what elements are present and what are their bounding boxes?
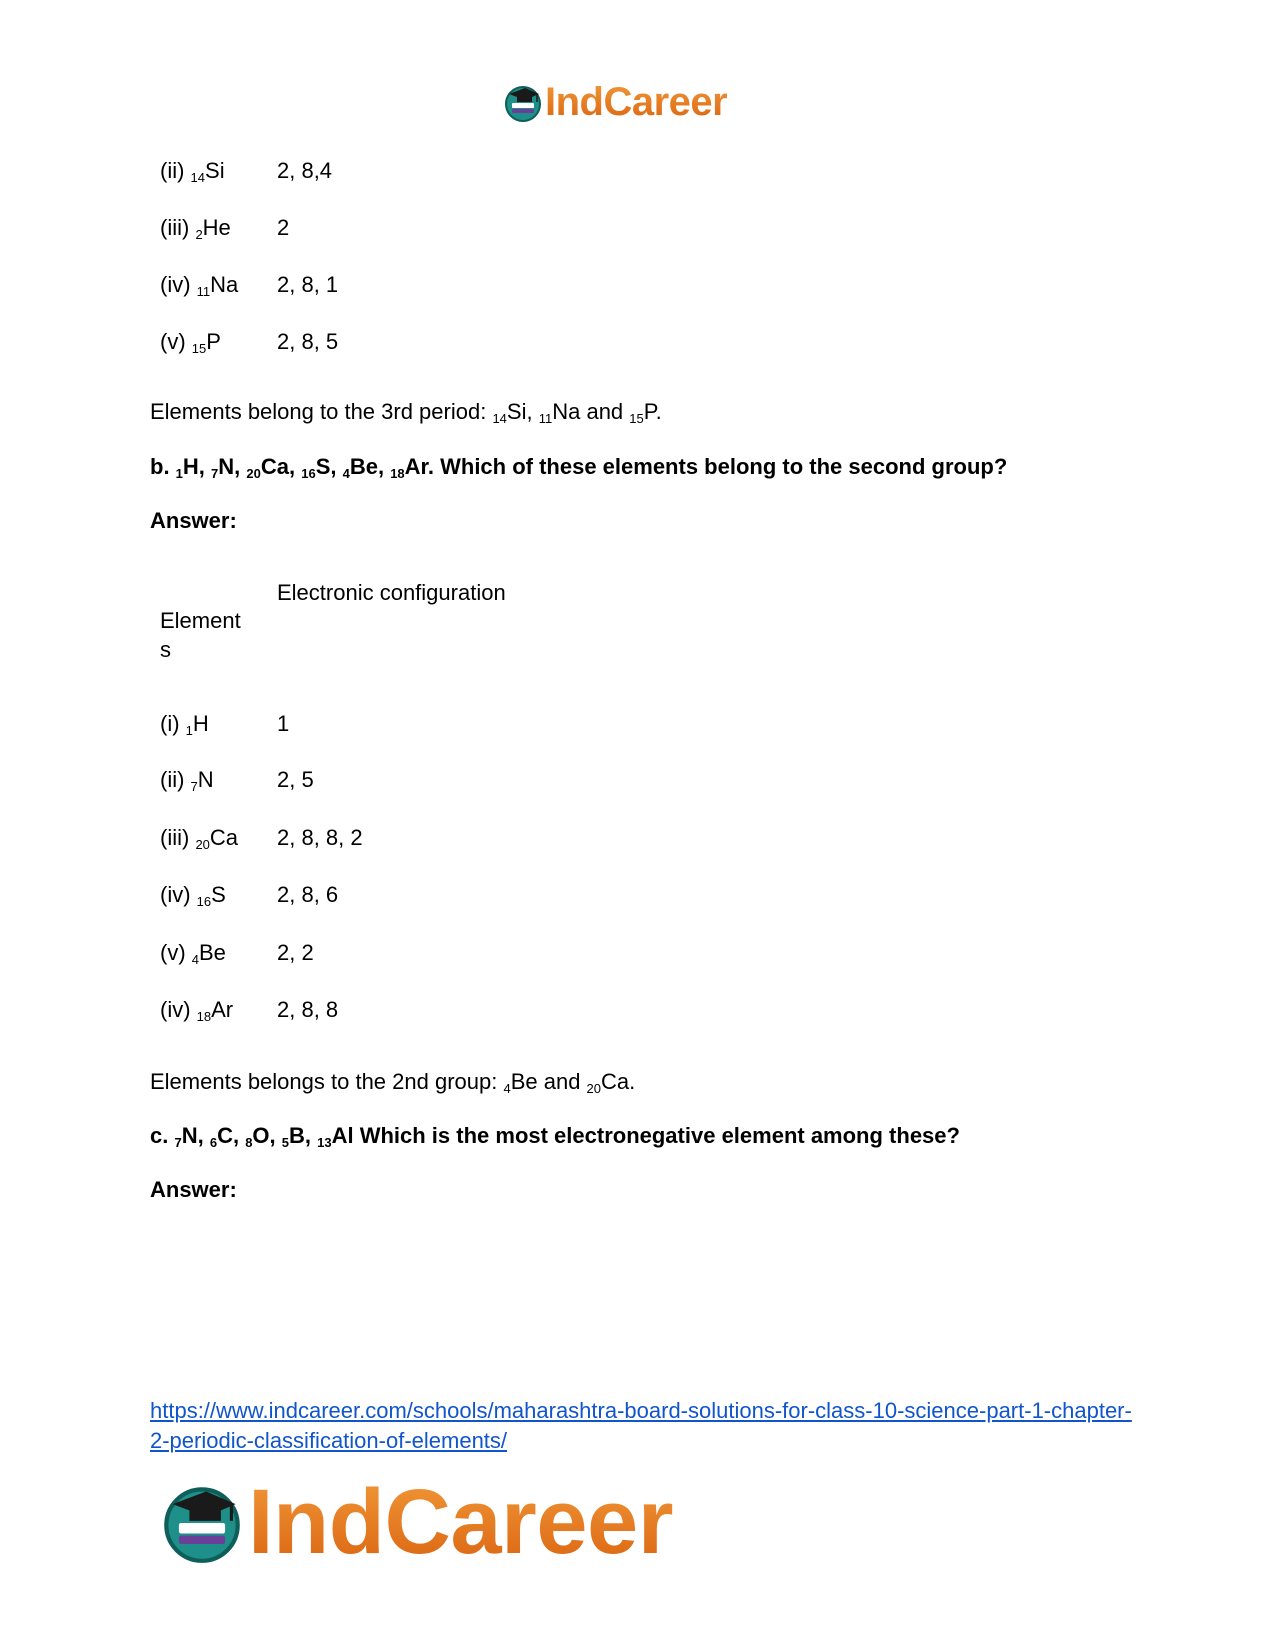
graduation-cap-globe-icon: [160, 1481, 244, 1565]
table-b-row-label: (v) $_4$Be: [160, 940, 226, 967]
graduation-cap-globe-icon: [503, 83, 543, 123]
question-b: b. $_1$H, $_7$N, $_{20}$Ca, $_{16}$S, $_4$Be, $_{18}$Ar. Which of these elements belong to the second group?: [150, 454, 1008, 481]
header-logo: [503, 80, 727, 125]
table-b-header-config: Electronic configuration: [277, 580, 506, 605]
footer-logo: [160, 1470, 673, 1575]
table-a-row-label: (v) $_{15}$P: [160, 329, 221, 356]
table-b-row-config: 2, 8, 6: [277, 882, 339, 907]
question-c: c. $_7$N, $_6$C, $_8$O, $_5$B, $_{13}$Al Which is the most electronegative element among these?: [150, 1123, 960, 1150]
table-b-row-config: 2, 5: [277, 767, 314, 792]
answer-label-c: Answer:: [150, 1177, 237, 1202]
table-b-row-label: (iv) $_{18}$Ar: [160, 997, 234, 1024]
table-a-row-label: (ii) $_{14}$Si: [160, 158, 225, 185]
table-a-row-config: 2, 8, 1: [277, 272, 339, 297]
answer-label-b: Answer:: [150, 508, 237, 533]
table-b-row-config: 1: [277, 711, 290, 736]
table-b-header-element: Element s: [160, 608, 241, 662]
table-a-row-config: 2, 8,4: [277, 158, 333, 183]
table-a-row-label: (iii) $_2$He: [160, 215, 231, 242]
table-a-row-config: 2: [277, 215, 290, 240]
answer-b-text: Elements belongs to the 2nd group: $_4$Be and $_{20}$Ca.: [150, 1069, 636, 1096]
table-b-row-config: 2, 8, 8: [277, 997, 339, 1022]
brand-name: IndCareer: [248, 1471, 673, 1573]
footer-source-link[interactable]: https://www.indcareer.com/schools/maharashtra-board-solutions-for-class-10-science-part-1-chapter-2-periodic-classification-of-elements/: [150, 1398, 1132, 1453]
answer-a-text: Elements belong to the 3rd period: $_{14}$Si, $_{11}$Na and $_{15}$P.: [150, 399, 662, 426]
table-b-row-label: (i) $_1$H: [160, 711, 209, 738]
table-b-row-label: (ii) $_7$N: [160, 767, 214, 794]
table-b-row-config: 2, 2: [277, 940, 314, 965]
table-b-row-label: (iii) $_{20}$Ca: [160, 825, 239, 852]
table-b-row-label: (iv) $_{16}$S: [160, 882, 226, 909]
table-b-row-config: 2, 8, 8, 2: [277, 825, 363, 850]
table-a-row-config: 2, 8, 5: [277, 329, 339, 354]
brand-name: IndCareer: [545, 80, 728, 124]
table-a-row-label: (iv) $_{11}$Na: [160, 272, 239, 299]
